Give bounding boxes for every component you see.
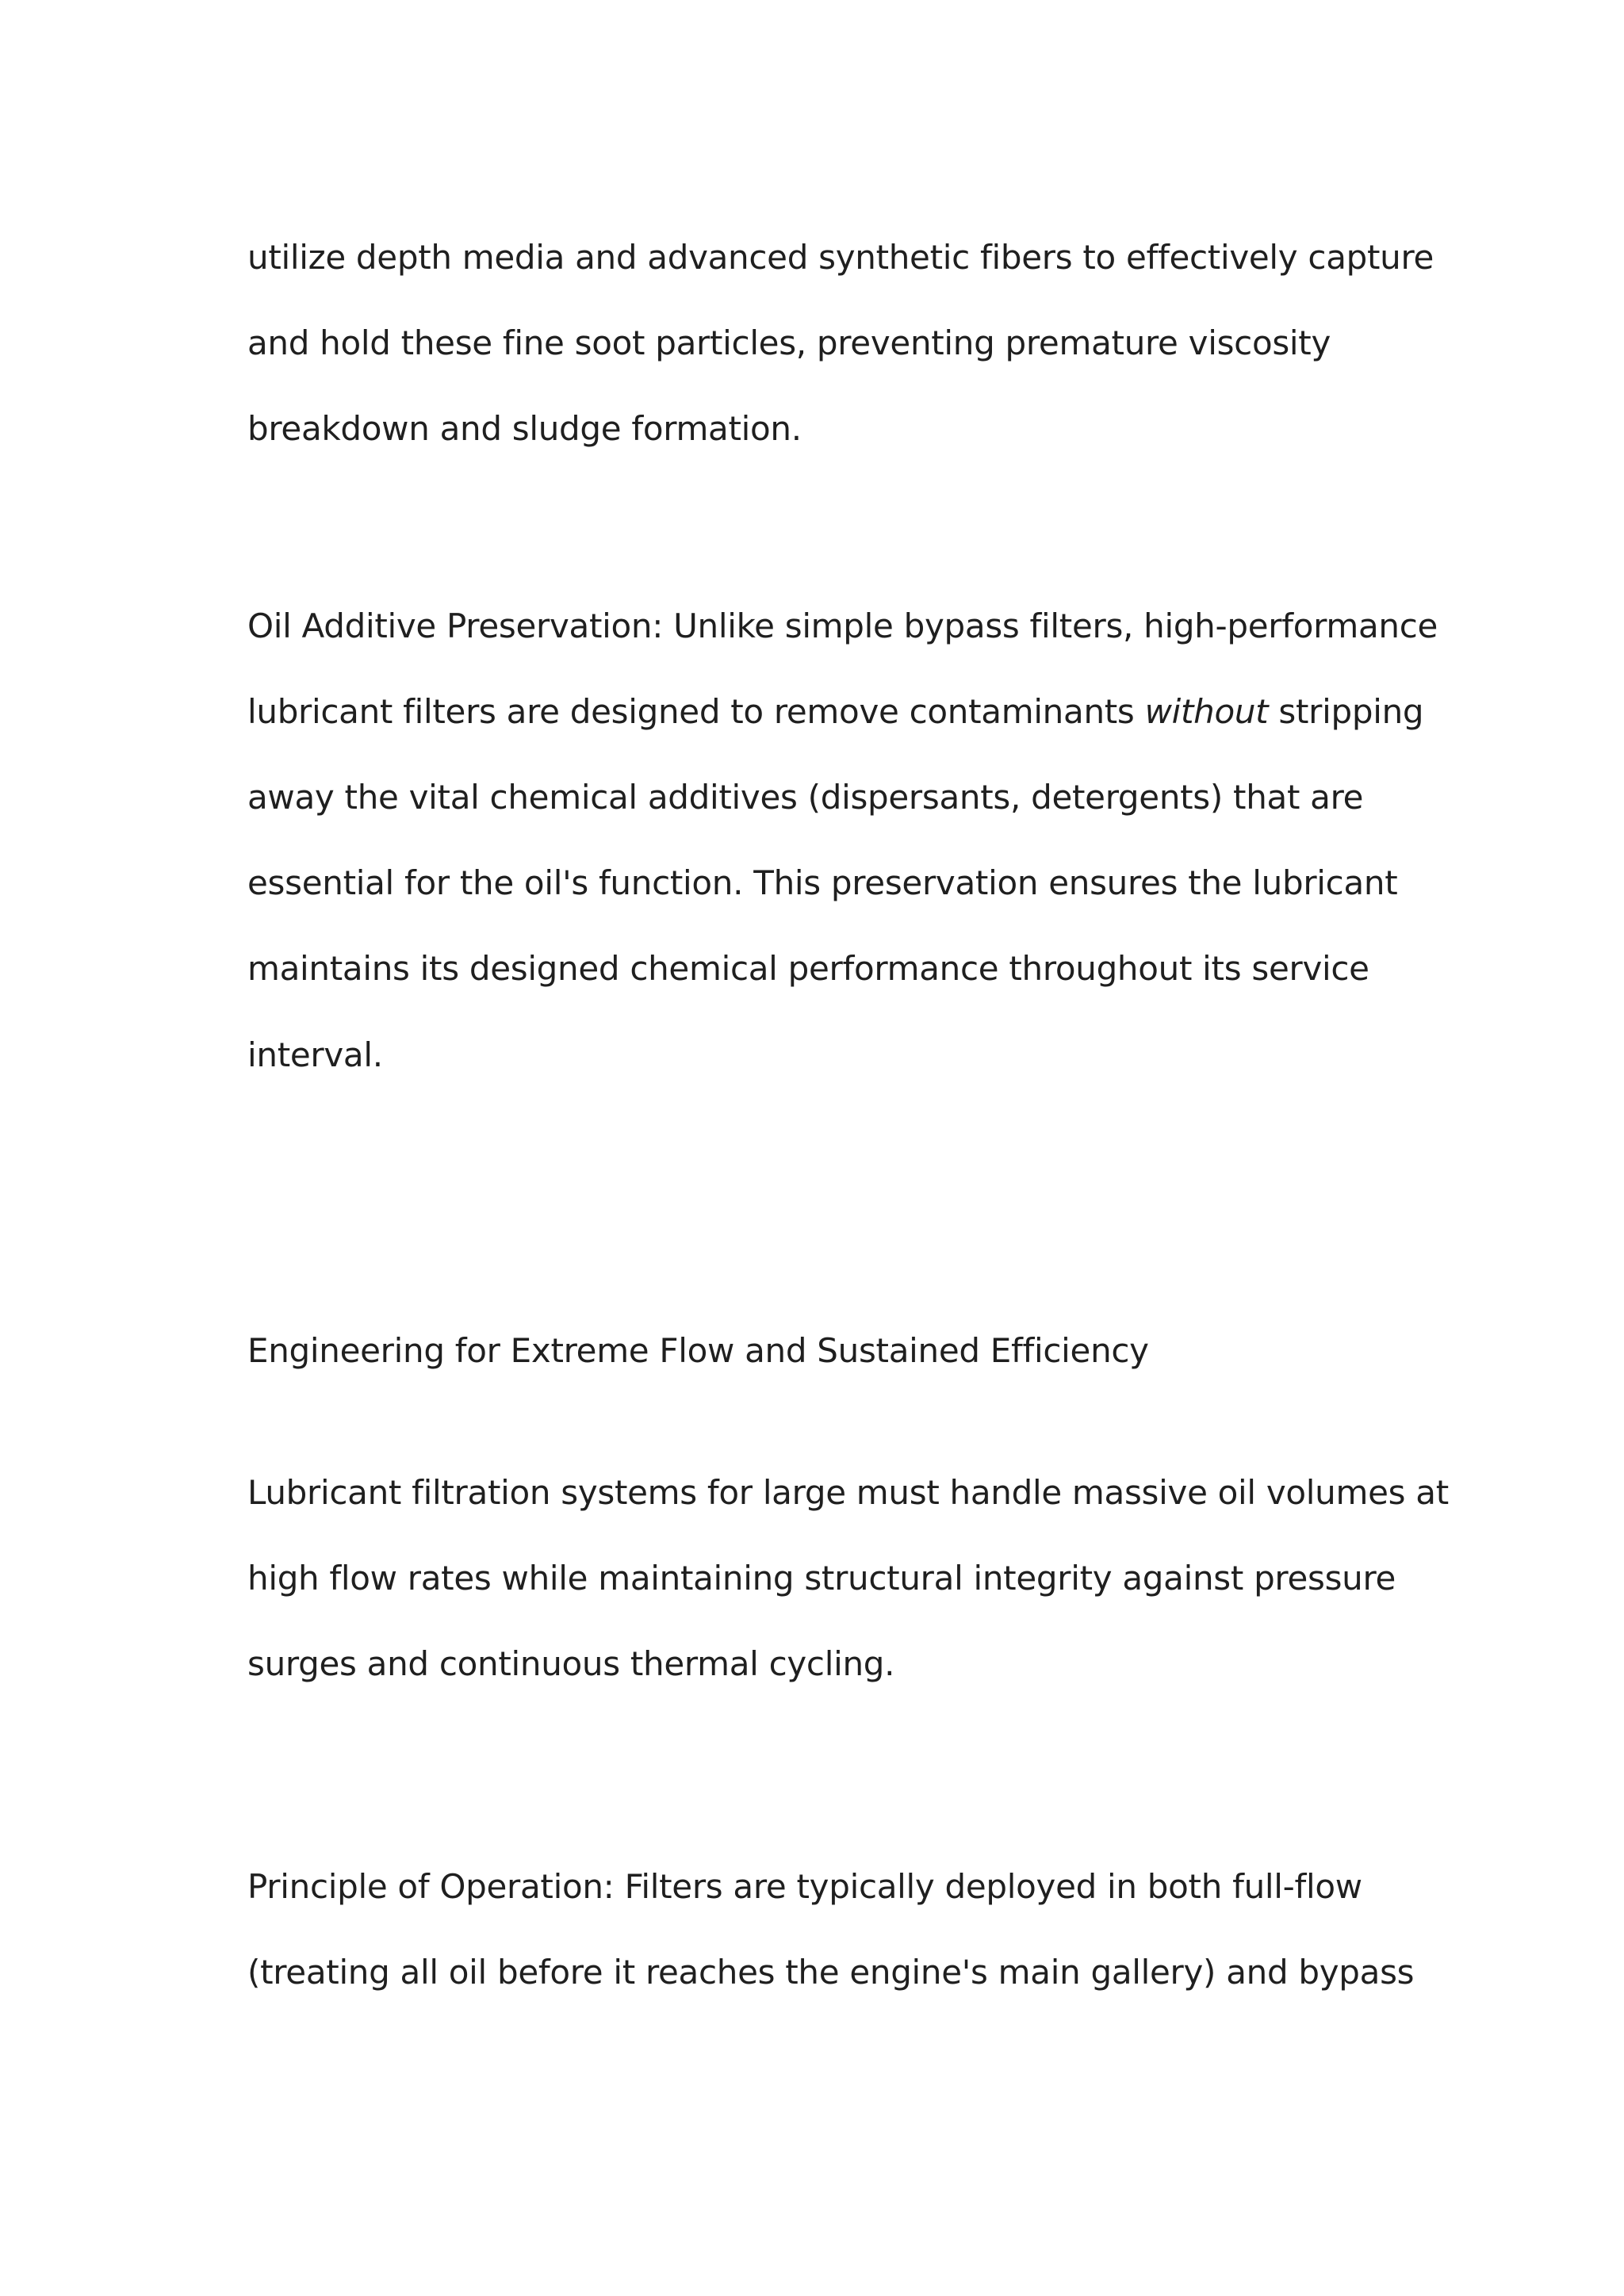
text-line: high flow rates while maintaining structural integrity against pressure [247, 1559, 1396, 1598]
text-line [247, 692, 1424, 731]
text-line: utilize depth media and advanced synthetic fibers to effectively capture [247, 238, 1434, 277]
text-line: Lubricant filtration systems for large must handle massive oil volumes at [247, 1473, 1449, 1512]
text-line: and hold these fine soot particles, preventing premature viscosity [247, 323, 1331, 362]
text-line: away the vital chemical additives (dispersants, detergents) that are [247, 778, 1364, 817]
text-line: maintains its designed chemical performance throughout its service [247, 949, 1369, 988]
text-run: stripping [1268, 692, 1424, 731]
section-heading: Engineering for Extreme Flow and Sustained Efficiency [247, 1331, 1149, 1370]
text-line: Principle of Operation: Filters are typically deployed in both full-flow [247, 1867, 1362, 1906]
text-line: interval. [247, 1035, 383, 1074]
text-line: surges and continuous thermal cycling. [247, 1644, 895, 1683]
text-line: essential for the oil's function. This preservation ensures the lubricant [247, 863, 1398, 902]
emphasis-text: without [1144, 692, 1269, 731]
text-line: Oil Additive Preservation: Unlike simple bypass filters, high-performance [247, 607, 1438, 645]
text-line: breakdown and sludge formation. [247, 409, 802, 448]
text-run: lubricant filters are designed to remove contaminants [247, 692, 1145, 731]
text-line: (treating all oil before it reaches the engine's main gallery) and bypass [247, 1953, 1415, 1992]
